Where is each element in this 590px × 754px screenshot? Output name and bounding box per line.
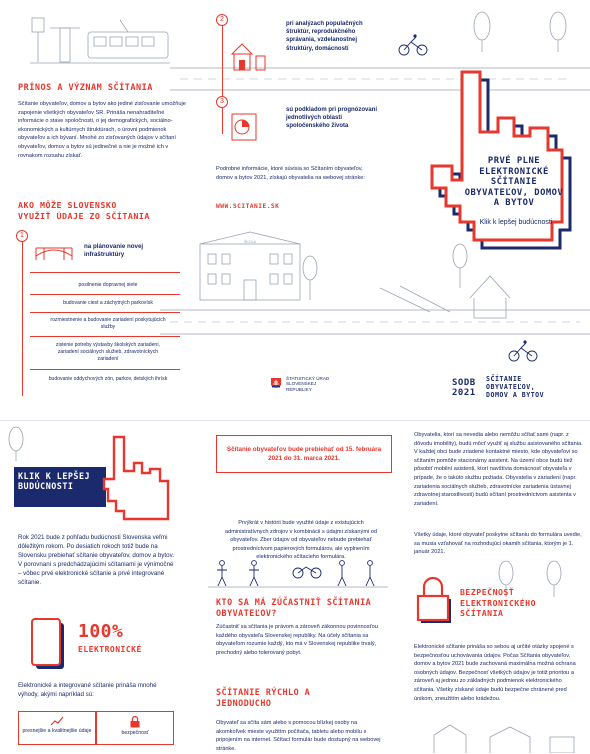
fast-title: SČÍTANIE RÝCHLO A JEDNODUCHO: [216, 687, 311, 708]
bridge-icon: [34, 240, 74, 262]
percent-value: 100%: [78, 621, 124, 642]
item3-num: 3: [216, 96, 228, 108]
item2-label: pri analýzach populačných štruktúr, reprodukčného správania, vzdelanostnej štruktúry, domácností: [286, 21, 363, 52]
klik-title: KLIK K LEPŠEJ BUDÚCNOSTI: [18, 471, 91, 492]
sodb-mark: SODB 2021: [452, 377, 476, 398]
dates-text: Sčítanie obyvateľov bude prebiehať od 15. februára 2021 do 31. marca 2021.: [226, 446, 382, 462]
trees-bottom: [4, 423, 44, 463]
intro-text: Rok 2021 bude z pohľadu budúcnosti Slovenska veľmi dôležitým rokom. Po desiatich rokoch totiž bude na Slovensku prebiehať sčítanie obyvateľov, domov a bytov. V porovnaní s predchádzajúcimi sčítaniami je výnimočné – vôbec prvé elektronické sčítanie a prvé integrované sčítanie.: [18, 534, 174, 586]
stat-office-logo: [270, 376, 330, 392]
prinos-title: PRÍNOS A VÝZNAM SČÍTANIA: [18, 83, 153, 93]
chart-doc-icon: [230, 112, 266, 142]
use-title: [18, 200, 150, 222]
history-text: Prvýkrát v histórii bude využité údaje z existujúcich administratívnych zdrojov v kombinácii s údajmi získanými od obyvateľov. Zber údajov od obyvateľov nebude prebiehať prostredníctvom papierových formulárov, ale vyplnením elektronického sčítacieho formulára.: [224, 520, 378, 561]
coat-of-arms-icon: [270, 377, 282, 391]
fast-text: Obyvateľ sa sčíta sám alebo s pomocou blízkej osoby na akomkoľvek mieste využitím počítača, tabletu alebo mobilu s pripojením na internet. Sčítací formulár bude dostupný na webovej stránke.: [216, 720, 381, 752]
stat-office-name: ŠTATISTICKÝ ÚRAD SLOVENSKEJ REPUBLIKY: [286, 376, 330, 392]
who-text: Zúčastniť sa sčítania je právom a zároveň zákonnou povinnosťou každého obyvateľa Slovenskej republiky. Na účely sčítania sa obyvateľom rozumie každý, kto má v Slovenskej republike trvalý, prechodný alebo tolerovaný pobyt.: [216, 624, 378, 656]
prinos-text: Sčítanie obyvateľov, domov a bytov ako jediné zisťovanie umožňuje zapojenie všetkých obyvateľov SR. Prináša nenahraditeľné informácie o stave spoločnosti, o jej demografických, sociálno-ekonomických a kultúrnych štruktúrach, o úrovni podmienok obyvateľov a ich bývaní. Mnohé zo zisťovaných údajov v sčítaní obyvateľov, domov a bytov sú jedinečné a nie je možné ich v rovnakom rozsahu získať.: [18, 101, 186, 159]
data-text: Všetky údaje, ktoré obyvateľ poskytne sčítaniu do formulára uvedie, sa musia vzťahovať na rozhodujúci okamih sčítania, ktorým je 1. január 2021.: [414, 532, 582, 556]
cyclist-top: [398, 34, 428, 56]
infra-frame: [22, 236, 23, 396]
hero-subtitle: Klik k lepšej budúcnosti: [479, 219, 553, 226]
chart-up-icon: [50, 716, 64, 726]
infra-item-5: budovanie oddychových zón, parkov, detských ihrísk: [48, 376, 168, 382]
house-bottom: [430, 723, 580, 753]
bottom-panel: [0, 421, 590, 754]
use-title-line2: VYUŽIŤ ÚDAJE ZO SČÍTANIA: [18, 211, 150, 221]
security-title: BEZPEČNOSŤ ELEKTRONICKÉHO SČÍTANIA: [460, 587, 537, 619]
population-icon: [230, 42, 266, 72]
tram-illustration: [30, 10, 170, 65]
website-link[interactable]: WWW.SCITANIE.SK: [216, 203, 280, 210]
tablet-icon: [30, 617, 70, 673]
infra-item-3: rozmiestnenie a budovanie zariadení poskytujúcich služby: [50, 317, 166, 331]
use-title-line1: AKO MÔŽE SLOVENSKO: [18, 200, 117, 210]
item-frame-2-3: [222, 22, 223, 134]
hero-title: PRVÉ PLNE ELEKTRONICKÉ SČÍTANIE OBYVATEĽOV, DOMOV A BYTOV: [464, 156, 564, 208]
people-illustration: [208, 557, 388, 591]
benefit-1-label: presnejšie a kvalitnejšie údaje: [22, 728, 92, 734]
benefit-card-2: [96, 711, 174, 745]
infra-item-2: budovanie ciest a záchytných parkovísk: [63, 300, 153, 306]
who-title: KTO SA MÁ ZÚČASTNIŤ SČÍTANIA OBYVATEĽOV?: [216, 597, 372, 618]
infra-item-4: zistenie potreby výstavby školských zariadení, zariadení sociálnych služieb, zdravotníckych zariadení: [55, 342, 161, 363]
cursor-hand-small-icon: [84, 431, 174, 531]
more-info-text: Podrobné informácie, ktoré súvisia so Sčítaním obyvateľov, domov a bytov 2021, získajú obyvatelia na webovej stránke:: [216, 166, 365, 181]
security-text: Elektronické sčítanie prináša so sebou aj určité otázky spojené s bezpečnosťou uchovávania údajov. Počas Sčítania obyvateľov, domov a bytov 2021 bude zachovaná maximálna možná ochrana osobných údajov. Bezpečnosť všetkých údajov je totiž prioritou a zároveň aj jednou zo základných podmienok elektronického sčítania. Všetky získané údaje budú bezpečne chránené pred únikom, zneužitím alebo krádežou.: [414, 644, 576, 702]
benefit-card-1: [18, 711, 96, 745]
benefit-2-label: bezpečnosť: [121, 730, 149, 736]
lock-small-icon: [129, 716, 141, 728]
school-sign: ŠKOLA: [244, 240, 256, 244]
sodb-logo: [452, 376, 556, 399]
item1-num: 1: [16, 230, 28, 242]
padlock-icon: [414, 577, 454, 625]
trees-top: [470, 8, 570, 58]
infra-item-1: posilnenie dopravnej siete: [78, 282, 138, 288]
item3-label: sú podkladom pri prognózovaní jednotlivých oblastí spoločenského života: [286, 107, 378, 130]
integrated-text: Elektronické a integrované sčítanie prináša mnohé výhody, akými napríklad sú:: [18, 682, 157, 698]
cyclist-bottom: [508, 340, 538, 362]
assist-text: Obyvatelia, ktorí sa nevedia alebo nemôžu sčítať sami (napr. z dôvodu imobility), budú môcť využiť aj službu asistovaného sčítania. V každej obci bude zriadené kontaktné miesto, kde obyvateľovi so sčítaním pomôže stacionárny asistent. Na území obce budú tiež pôsobiť mobilní asistenti, ktorí navštívia domácnosť obyvateľa v prípade, že o takúto službu požiada. Obyvatelia v zariadení (napr. zariadenia sociálnych služieb, zdravotnícke zariadenia ústavnej zdravotnej starostlivosti) budú sčítaní prostredníctvom asistenta v zariadení.: [414, 432, 583, 507]
sodb-text: SČÍTANIE OBYVATEĽOV, DOMOV A BYTOV: [486, 375, 545, 399]
item2-num: 2: [216, 14, 228, 26]
item1-label: na plánovanie novej infraštruktúry: [84, 243, 144, 259]
percent-label: ELEKTRONICKÉ: [78, 645, 142, 654]
